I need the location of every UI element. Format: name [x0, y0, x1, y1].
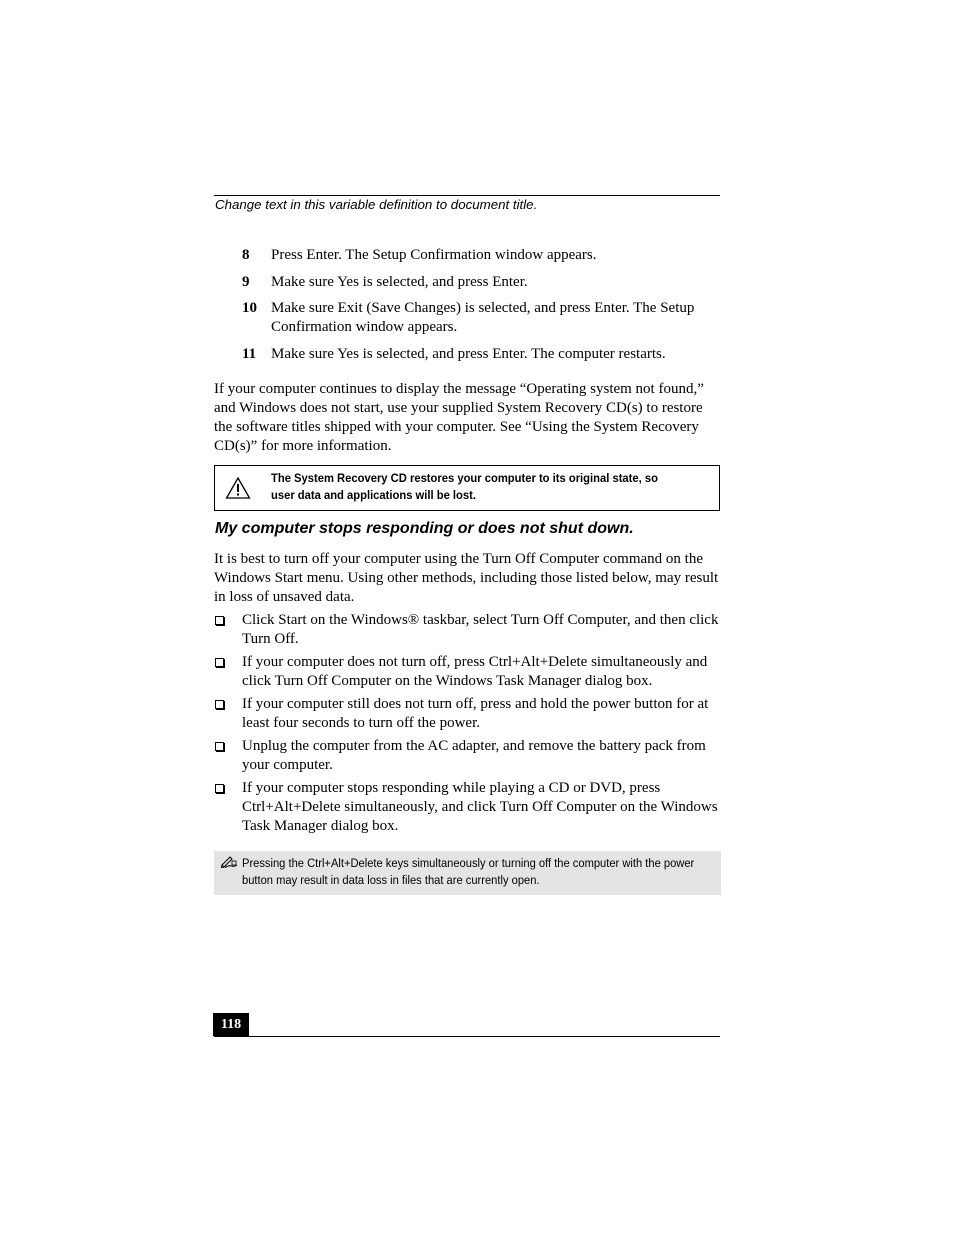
- checkbox-bullet-icon: [215, 784, 224, 793]
- step-10: [242, 299, 722, 337]
- bullet-item: [214, 611, 720, 649]
- step-text: Press Enter. The Setup Confirmation window appears.: [271, 247, 597, 263]
- note-box: [214, 851, 721, 895]
- bullet-item: [214, 779, 720, 836]
- bullet-text: Unplug the computer from the AC adapter, and remove the battery pack from your computer.: [242, 738, 706, 773]
- step-9: [242, 273, 722, 292]
- step-number: 9: [242, 274, 250, 290]
- step-text: Make sure Yes is selected, and press Enter.: [271, 274, 528, 290]
- intro-paragraph: If your computer continues to display the message “Operating system not found,” and Windows does not start, use your supplied System Recovery CD(s) to restore the software titles shipped with your computer. See “Using the System Recovery CD(s)” for more information.: [214, 381, 704, 454]
- bullet-item: [214, 653, 720, 691]
- step-number: 8: [242, 247, 250, 263]
- section-paragraph: It is best to turn off your computer using the Turn Off Computer command on the Windows Start menu. Using other methods, including those listed below, may result in loss of unsaved data.: [214, 551, 719, 605]
- footer-rule: [214, 1036, 720, 1037]
- bullet-item: [214, 695, 720, 733]
- page-number: 118: [213, 1013, 249, 1036]
- bullet-text: Click Start on the Windows® taskbar, select Turn Off Computer, and then click Turn Off.: [242, 612, 719, 647]
- warning-box: [214, 465, 720, 511]
- step-11: [242, 345, 722, 364]
- step-8: [242, 246, 722, 265]
- running-header: Change text in this variable definition to document title.: [215, 197, 538, 212]
- note-pencil-icon: [220, 853, 238, 869]
- checkbox-bullet-icon: [215, 700, 224, 709]
- header-rule: [214, 195, 720, 196]
- bullet-item: [214, 737, 720, 775]
- step-text: Make sure Exit (Save Changes) is selected, and press Enter. The Setup Confirmation window appears.: [271, 300, 695, 335]
- warning-triangle-icon: [225, 476, 251, 500]
- checkbox-bullet-icon: [215, 616, 224, 625]
- section-heading: My computer stops responding or does not shut down.: [215, 520, 634, 537]
- bullet-text: If your computer does not turn off, press Ctrl+Alt+Delete simultaneously and click Turn Off Computer on the Windows Task Manager dialog box.: [242, 654, 708, 689]
- step-text: Make sure Yes is selected, and press Enter. The computer restarts.: [271, 346, 666, 362]
- note-text: Pressing the Ctrl+Alt+Delete keys simultaneously or turning off the computer with the power button may result in data loss in files that are currently open.: [242, 856, 695, 887]
- checkbox-bullet-icon: [215, 742, 224, 751]
- warning-text: The System Recovery CD restores your computer to its original state, so user data and applications will be lost.: [271, 471, 658, 502]
- checkbox-bullet-icon: [215, 658, 224, 667]
- bullet-text: If your computer stops responding while playing a CD or DVD, press Ctrl+Alt+Delete simultaneously, and click Turn Off Computer on the Windows Task Manager dialog box.: [242, 780, 718, 834]
- bullet-text: If your computer still does not turn off, press and hold the power button for at least four seconds to turn off the power.: [242, 696, 709, 731]
- step-number: 11: [242, 346, 257, 362]
- step-number: 10: [242, 300, 257, 316]
